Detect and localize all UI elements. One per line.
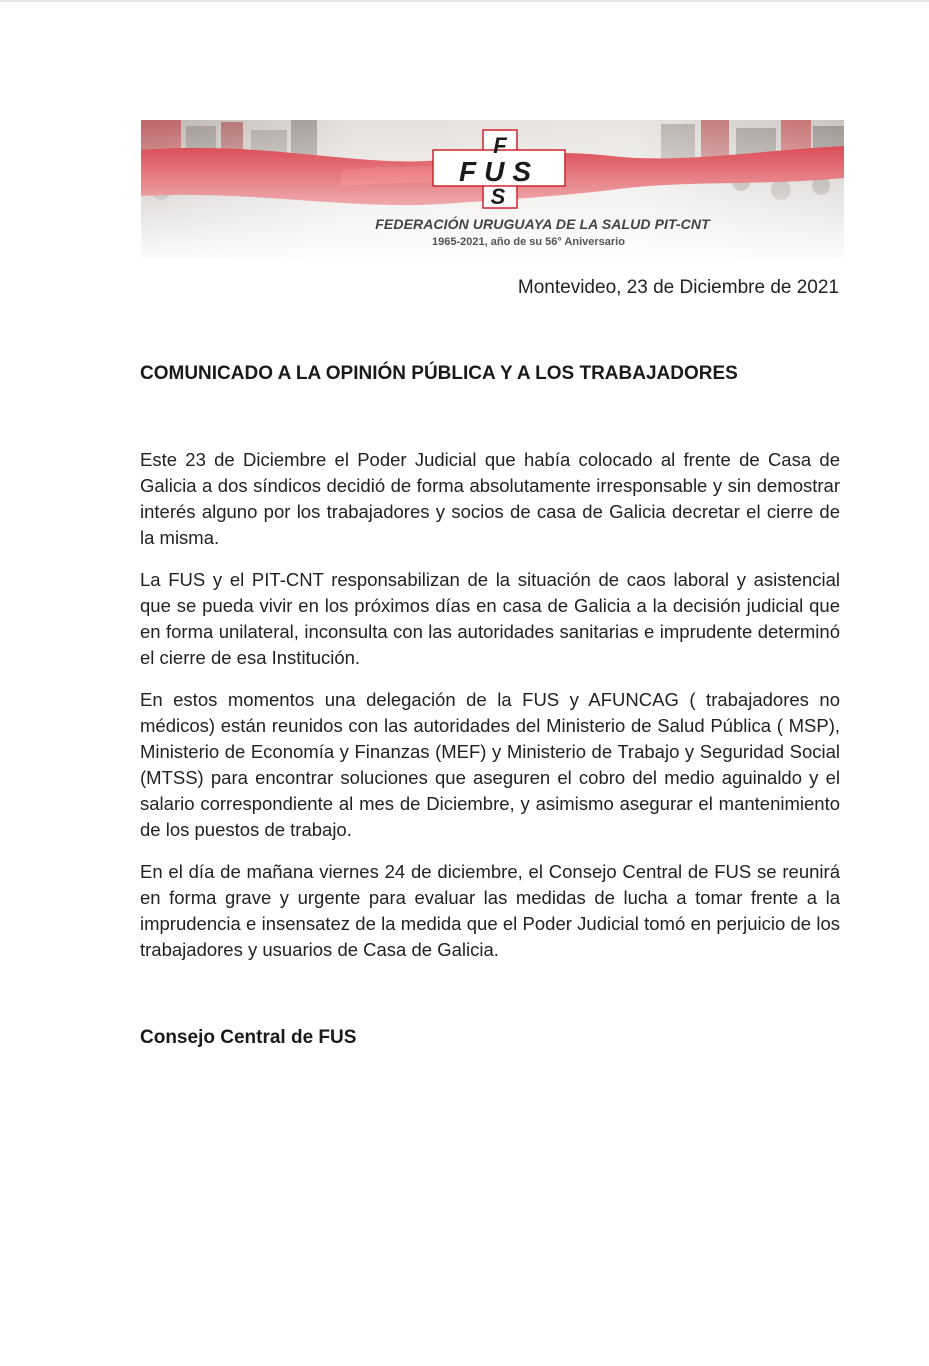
logo-text: FUS — [459, 156, 539, 187]
anniversary-line: 1965-2021, año de su 56° Aniversario — [432, 236, 625, 248]
paragraph: La FUS y el PIT-CNT responsabilizan de la situación de caos laboral y asistencial que se pueda vivir en los próximos días en casa de Galicia a la decisión judicial que en forma unilateral, inconsulta con las autoridades sanitarias e imprudente determinó el cierre de esa Institución. — [140, 569, 840, 668]
paragraph: En el día de mañana viernes 24 de diciembre, el Consejo Central de FUS se reunirá en forma grave y urgente para evaluar las medidas de lucha a tomar frente a la imprudencia e insensatez de la medida que el Poder Judicial tomó en perjuicio de los trabajadores y usuarios de Casa de Galicia. — [140, 861, 840, 960]
document-body — [140, 447, 840, 979]
org-name: FEDERACIÓN URUGUAYA DE LA SALUD PIT-CNT — [375, 216, 710, 232]
header-banner — [141, 120, 844, 258]
paragraph: En estos momentos una delegación de la FUS y AFUNCAG ( trabajadores no médicos) están reunidos con las autoridades del Ministerio de Salud Pública ( MSP), Ministerio de Economía y Finanzas (MEF) y Ministerio de Trabajo y Seguridad Social (MTSS) para encontrar soluciones que aseguren el cobro del medio aguinaldo y el salario correspondiente al mes de Diciembre, y asimismo asegurar el mantenimiento de los puestos de trabajo. — [140, 689, 840, 840]
date-line: Montevideo, 23 de Diciembre de 2021 — [517, 277, 839, 298]
logo-letter-top: F — [493, 133, 507, 158]
paragraph: Este 23 de Diciembre el Poder Judicial que había colocado al frente de Casa de Galicia a dos síndicos decidió de forma absolutamente irresponsable y sin demostrar interés alguno por los trabajadores y socios de casa de Galicia decretar el cierre de la misma. — [140, 449, 840, 548]
signature: Consejo Central de FUS — [140, 1027, 357, 1048]
page-title: COMUNICADO A LA OPINIÓN PÚBLICA Y A LOS TRABAJADORES — [140, 363, 738, 384]
logo-letter-bottom: S — [490, 184, 506, 209]
